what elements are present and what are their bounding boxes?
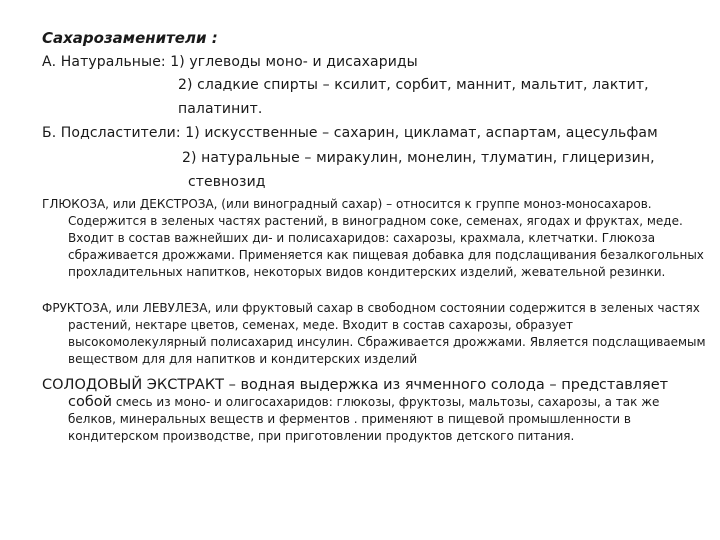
fructose-text: , или фруктовый сахар в свободном состоянии содержится в зеленых частях растений, нектаре цветов, семенах, меде. Входит в состав сахарозы, образует высокомолекулярный полисахарид инсулин. Сбраживается дрожжами. Является подслащиваемым веществом для для напитков и кондитерских изделий — [68, 301, 706, 366]
glucose-text: , (или виноградный сахар) – относится к группе моноз-моносахаров. Содержится в зеленых частях растений, в виноградном соке, семенах, ягодах и фруктах, меде. Входит в состав важнейших ди- и полисахаридов: сахарозы, крахмала, клетчатки. Глюкоза сбраживается дрожжами. Применяется как пищевая добавка для подслащивания безалкогольных прохладительных напитков, некоторых видов кондитерских изделий, жевательной резинки. — [68, 197, 704, 279]
levulose-term: ЛЕВУЛЕЗА — [142, 301, 208, 315]
glucose-term: ГЛЮКОЗА — [42, 197, 106, 211]
section-b-line-1: Б. Подсластители: 1) искусственные – сахарин, цикламат, аспартам, ацесульфам — [42, 125, 658, 141]
malt-extract-term: СОЛОДОВЫЙ ЭКСТРАКТ — [42, 377, 225, 393]
fructose-separator: , или — [108, 301, 143, 315]
glucose-paragraph — [42, 196, 708, 281]
section-a-line-3: палатинит. — [178, 101, 263, 117]
page-title: Сахарозаменители : — [42, 29, 218, 47]
section-a-line-1: А. Натуральные: 1) углеводы моно- и дисахариды — [42, 54, 418, 70]
glucose-separator: , или — [105, 197, 140, 211]
malt-extract-lead-text: – водная выдержка из ячменного солода – представляет собой — [68, 377, 669, 410]
section-b-line-3: стевнозид — [188, 174, 266, 190]
malt-extract-text: смесь из моно- и олигосахаридов: глюкозы, фруктозы, мальтозы, сахарозы, а так же белков, минеральных веществ и ферментов . применяют в пищевой промышленности в кондитерском производстве, при приготовлении продуктов детского питания. — [68, 395, 660, 443]
malt-extract-paragraph — [42, 377, 708, 445]
fructose-paragraph — [42, 300, 708, 368]
dextrose-term: ДЕКСТРОЗА — [139, 197, 214, 211]
section-b-line-2: 2) натуральные – миракулин, монелин, тлуматин, глицеризин, — [182, 150, 655, 166]
section-a-line-2: 2) сладкие спирты – ксилит, сорбит, маннит, мальтит, лактит, — [178, 77, 649, 93]
fructose-term: ФРУКТОЗА — [42, 301, 109, 315]
